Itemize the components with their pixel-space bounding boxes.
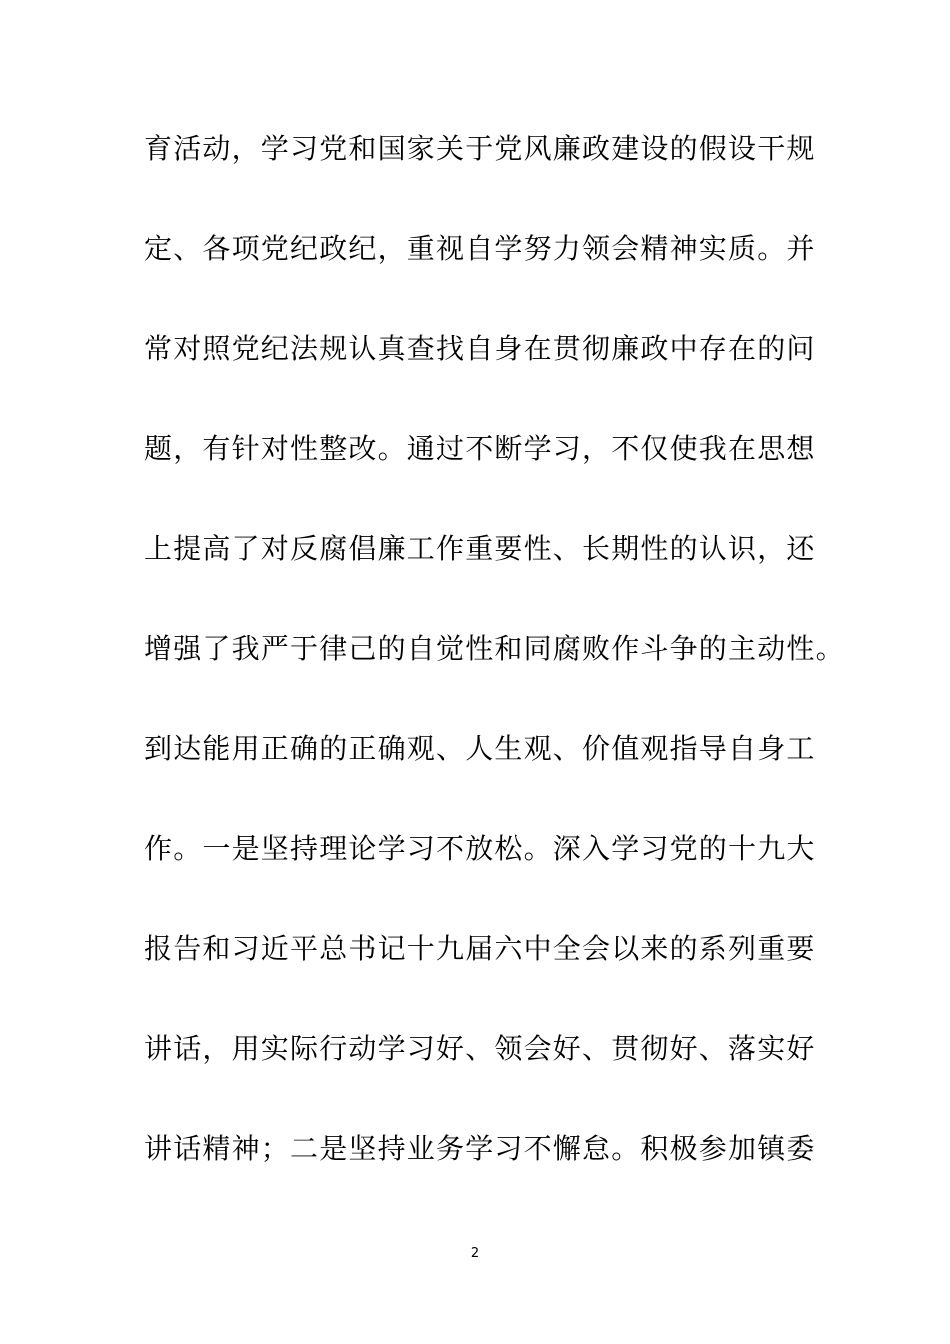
text-line: 作。一是坚持理论学习不放松。深入学习党的十九大 — [144, 832, 816, 865]
text-line: 常对照党纪法规认真查找自身在贯彻廉政中存在的问 — [144, 332, 816, 365]
text-line: 到达能用正确的正确观、人生观、价值观指导自身工 — [144, 732, 816, 765]
text-line: 讲话，用实际行动学习好、领会好、贯彻好、落实好 — [144, 1032, 816, 1065]
text-line: 报告和习近平总书记十九届六中全会以来的系列重要 — [144, 932, 816, 965]
body-text — [144, 122, 844, 1222]
text-line: 题，有针对性整改。通过不断学习，不仅使我在思想 — [144, 432, 816, 465]
text-line: 上提高了对反腐倡廉工作重要性、长期性的认识，还 — [144, 532, 816, 565]
text-line: 育活动，学习党和国家关于党风廉政建设的假设干规 — [144, 132, 816, 165]
text-line: 定、各项党纪政纪，重视自学努力领会精神实质。并 — [144, 232, 816, 265]
text-line: 增强了我严于律己的自觉性和同腐败作斗争的主动性。 — [144, 632, 845, 665]
page-number: 2 — [470, 1246, 480, 1261]
text-line: 讲话精神；二是坚持业务学习不懈怠。积极参加镇委 — [144, 1132, 816, 1165]
